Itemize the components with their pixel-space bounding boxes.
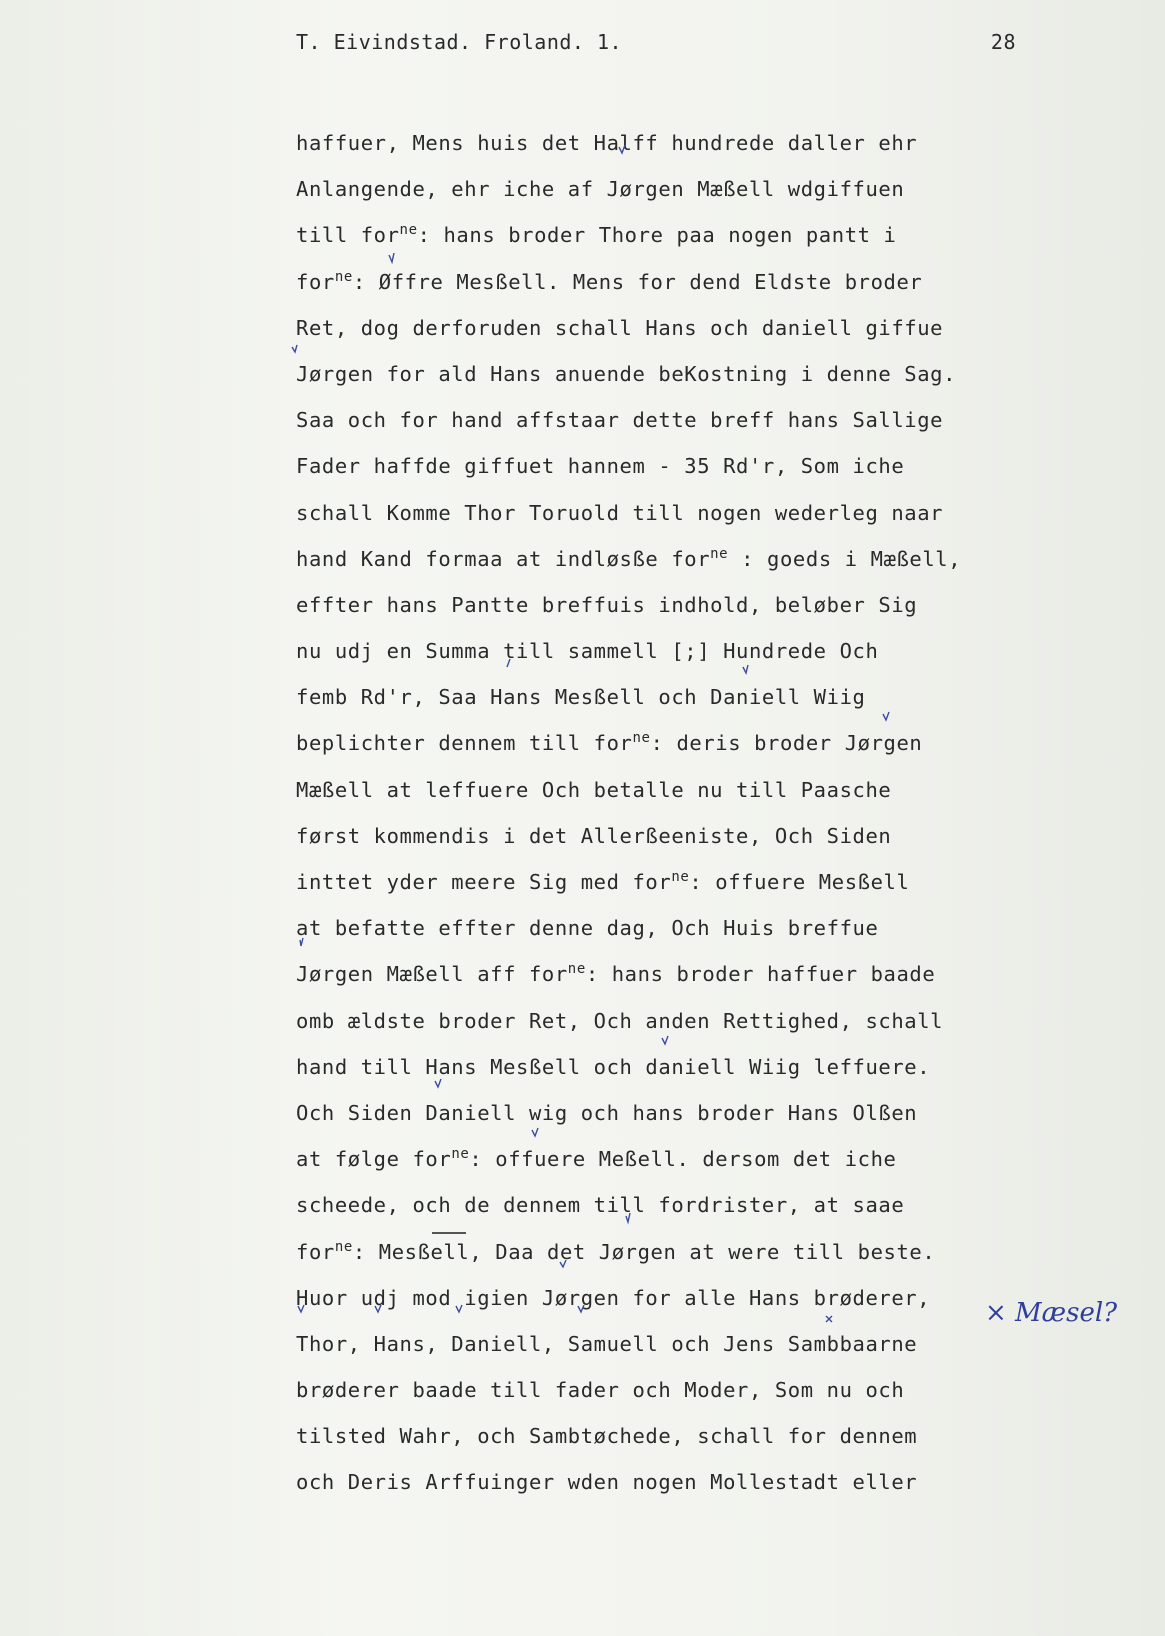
text-line: inttet yder meere Sig med for$^{ne}$: offuere Mesßell	[296, 869, 910, 894]
pencil-underline	[432, 1232, 466, 1234]
text-line: Anlangende, ehr iche af Jørgen Mæßell wdgiffuen	[296, 177, 905, 202]
text-line: till for$^{ne}$: hans broder Thore paa nogen pantt i	[296, 222, 897, 248]
text-line: effter hans Pantte breffuis indhold, beløber Sig	[296, 592, 918, 617]
text-line: hand till Hans Mesßell och daniell Wiig leffuere.	[296, 1054, 931, 1079]
text-line: nu udj en Summa till sammell [;] Hundrede Och	[296, 639, 879, 664]
text-line: schall Komme Thor Toruold till nogen wederleg naar	[296, 500, 944, 525]
text-line: at befatte effter denne dag, Och Huis breffue	[296, 916, 879, 941]
text-line: Och Siden Daniell wig och hans broder Hans Olßen	[296, 1100, 918, 1125]
document-title: T. Eivindstad. Froland. 1.	[296, 30, 623, 54]
page-header	[296, 30, 1016, 60]
text-line: først kommendis i det Allerßeeniste, Och Siden	[296, 823, 892, 848]
text-line: Mæßell at leffuere Och betalle nu till Paasche	[296, 777, 892, 802]
text-line: hand Kand formaa at indløsße for$^{ne}$ : goeds i Mæßell,	[296, 545, 962, 571]
text-line: Saa och for hand affstaar dette breff hans Sallige	[296, 408, 944, 433]
text-line: Huor udj mod igien Jørgen for alle Hans brøderer,	[296, 1285, 931, 1310]
text-line: Jørgen Mæßell aff for$^{ne}$: hans broder haffuer baade	[296, 961, 936, 987]
text-line: omb ældste broder Ret, Och anden Rettighed, schall	[296, 1008, 944, 1033]
text-line: beplichter dennem till for$^{ne}$: deris broder Jørgen	[296, 730, 923, 756]
text-line: Jørgen for ald Hans anuende beKostning i denne Sag.	[296, 361, 957, 386]
text-line: och Deris Arffuinger wden nogen Mollestadt eller	[296, 1470, 918, 1495]
page-number: 28	[990, 30, 1016, 54]
handwritten-margin-note: × Mæsel?	[985, 1298, 1118, 1328]
text-line: Ret, dog derforuden schall Hans och daniell giffue	[296, 315, 944, 340]
text-line: scheede, och de dennem till fordrister, at saae	[296, 1193, 905, 1218]
text-line: at følge for$^{ne}$: offuere Meßell. dersom det iche	[296, 1146, 897, 1172]
text-line: tilsted Wahr, och Sambtøchede, schall for dennem	[296, 1424, 918, 1449]
text-line: femb Rd'r, Saa Hans Mesßell och Daniell Wiig	[296, 685, 866, 710]
text-line: for$^{ne}$: Mesßell, Daa det Jørgen at were till beste.	[296, 1238, 936, 1264]
text-line: for$^{ne}$: Øffre Mesßell. Mens for dend Eldste broder	[296, 268, 923, 294]
text-line: Thor, Hans, Daniell, Samuell och Jens Sambbaarne	[296, 1331, 918, 1356]
text-line: haffuer, Mens huis det Halff hundrede daller ehr	[296, 131, 918, 155]
text-line: brøderer baade till fader och Moder, Som nu och	[296, 1378, 905, 1403]
text-line: Fader haffde giffuet hannem - 35 Rd'r, Som iche	[296, 454, 905, 479]
transcription-body	[296, 120, 1016, 1506]
